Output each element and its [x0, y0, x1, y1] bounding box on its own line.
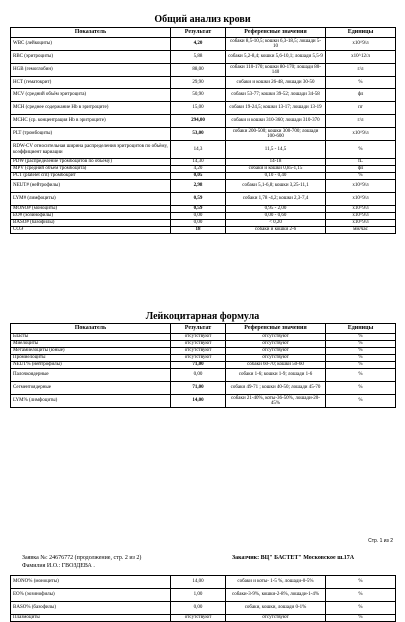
- table-row: [11, 576, 396, 589]
- patient-name: Фамилия И.О.: ГВОЗДЕВА .: [22, 563, 95, 569]
- table-row: [11, 180, 396, 193]
- units: %: [326, 173, 396, 180]
- indicator-name: PCT (platelet crit) тромбокрит: [11, 173, 171, 180]
- units: фл: [326, 89, 396, 102]
- table-row: [11, 213, 396, 220]
- header-result: Результат: [171, 324, 226, 334]
- table-row: [11, 369, 396, 382]
- units: x10^9/л: [326, 213, 396, 220]
- result-value: 0,00: [171, 213, 226, 220]
- result-value: 53,00: [171, 128, 226, 141]
- reference-range: собаки 5,1-6,8; кошки 3,25-11,1: [226, 180, 326, 193]
- table-row: [11, 355, 396, 362]
- result-value: отсутствуют: [171, 355, 226, 362]
- indicator-name: NEUT# (нейтрофилы): [11, 180, 171, 193]
- table-row: [11, 220, 396, 227]
- indicator-name: Промиелоциты: [11, 355, 171, 362]
- units: %: [326, 576, 396, 589]
- reference-range: собаки 49-71 ; кошки 40-50; лошади 45-70: [226, 382, 326, 395]
- table-row: [11, 77, 396, 89]
- units: мм/час: [326, 227, 396, 234]
- indicator-name: BASO# (базофилы): [11, 220, 171, 227]
- reference-range: собаки и кошки 2-6: [226, 227, 326, 234]
- reference-range: отсутствуют: [226, 334, 326, 341]
- table-row: [11, 395, 396, 408]
- indicator-name: MONO% (моноциты): [11, 576, 171, 589]
- result-value: 15,00: [171, 102, 226, 115]
- units: x10^9/л: [326, 206, 396, 213]
- reference-range: собаки 1,78 -4,2; кошки 2,3-7,4: [226, 193, 326, 206]
- units: %: [326, 395, 396, 408]
- indicator-name: PDW (распределение тромбоцитов по объёму): [11, 159, 171, 166]
- units: пг: [326, 102, 396, 115]
- reference-range: собаки 53-77; кошки 39-52; лошади 34-58: [226, 89, 326, 102]
- units: %: [326, 589, 396, 602]
- result-value: 14,00: [171, 576, 226, 589]
- indicator-name: WBC (лейкоциты): [11, 38, 171, 51]
- result-value: 0,05: [171, 173, 226, 180]
- reference-range: отсутствуют: [226, 348, 326, 355]
- table-row: [11, 115, 396, 128]
- table-row: [11, 362, 396, 369]
- indicator-name: Бласты: [11, 334, 171, 341]
- reference-range: 0,00 - 0,60: [226, 213, 326, 220]
- result-value: отсутствуют: [171, 341, 226, 348]
- reference-range: 0,10 - 0,40: [226, 173, 326, 180]
- indicator-name: PLT (тромбоциты): [11, 128, 171, 141]
- indicator-name: MONO# (моноциты): [11, 206, 171, 213]
- units: %: [326, 141, 396, 159]
- reference-range: собаки 19-24,5; кошки 13-17; лошади 13-19: [226, 102, 326, 115]
- result-value: 294,00: [171, 115, 226, 128]
- units: %: [326, 341, 396, 348]
- table-row: [11, 206, 396, 213]
- table-header-row: [11, 324, 396, 334]
- header-reference: Референсные значения: [226, 28, 326, 38]
- result-value: 2,98: [171, 180, 226, 193]
- indicator-name: EO# (эозинофилы): [11, 213, 171, 220]
- reference-range: собаки, кошки, лошади 0-1%: [226, 602, 326, 615]
- table-row: [11, 89, 396, 102]
- units: %: [326, 369, 396, 382]
- table-row: [11, 166, 396, 173]
- units: %: [326, 334, 396, 341]
- reference-range: собаки 110-170; кошки 80-170; лошади 80-140: [226, 64, 326, 77]
- units: fL: [326, 159, 396, 166]
- reference-range: собаки 8,5-10,5; кошки 6,3-18,5; лошади 5-10: [226, 38, 326, 51]
- header-units: Единицы: [326, 324, 396, 334]
- section-title-leukocyte-formula: Лейкоцитарная формула: [145, 311, 260, 322]
- table-row: [11, 102, 396, 115]
- reference-range: отсутствуют: [226, 615, 326, 622]
- indicator-name: MPV (средний объём тромбоцита): [11, 166, 171, 173]
- units: %: [326, 602, 396, 615]
- order-number: Заявка №: 24676772 (продолжение, стр. 2 из 2): [22, 555, 142, 561]
- units: г/л: [326, 115, 396, 128]
- result-value: 0,59: [171, 206, 226, 213]
- result-value: 50,90: [171, 89, 226, 102]
- result-value: 0,00: [171, 220, 226, 227]
- units: x10^9/л: [326, 220, 396, 227]
- reference-range: собаки 5,2-8,4; кошки 5,6-10,1; лошади 5,5-9: [226, 51, 326, 64]
- indicator-name: Сегментоядерные: [11, 382, 171, 395]
- customer-name: Заказчик: ВЦ" БАСТЕТ" Московское ш.17А: [232, 555, 355, 561]
- result-value: 71,00: [171, 382, 226, 395]
- indicator-name: MCH (среднее содержание Hb в эритроците): [11, 102, 171, 115]
- indicator-name: NEUT% (нейтрофилы): [11, 362, 171, 369]
- table-row: [11, 615, 396, 622]
- section-title-blood-test: Общий анализ крови: [154, 14, 251, 25]
- reference-range: 11,5 - 14,5: [226, 141, 326, 159]
- units: x10^9/л: [326, 180, 396, 193]
- result-value: 1,00: [171, 589, 226, 602]
- table-row: [11, 602, 396, 615]
- table-row: [11, 382, 396, 395]
- header-result: Результат: [171, 28, 226, 38]
- table-row: [11, 141, 396, 159]
- result-value: 5,88: [171, 51, 226, 64]
- reference-range: 0,95 - 2,00: [226, 206, 326, 213]
- reference-range: отсутствуют: [226, 341, 326, 348]
- units: x10^12/л: [326, 51, 396, 64]
- indicator-name: LYM% (лимфоциты): [11, 395, 171, 408]
- indicator-name: Палочкоядерные: [11, 369, 171, 382]
- result-value: 0,00: [171, 602, 226, 615]
- result-value: 18: [171, 227, 226, 234]
- indicator-name: RBC (эритроциты): [11, 51, 171, 64]
- header-reference: Референсные значения: [226, 324, 326, 334]
- indicator-name: LYM# (лимфоциты): [11, 193, 171, 206]
- units: %: [326, 348, 396, 355]
- reference-range: 14-18: [226, 159, 326, 166]
- units: %: [326, 382, 396, 395]
- units: x10^9/л: [326, 193, 396, 206]
- result-value: 14,3: [171, 141, 226, 159]
- header-indicator: Показатель: [11, 324, 171, 334]
- result-value: 14,00: [171, 395, 226, 408]
- reference-range: собаки и кошки 26-48, лошади 30-50: [226, 77, 326, 89]
- units: %: [326, 355, 396, 362]
- table-row: [11, 227, 396, 234]
- result-value: 14,30: [171, 159, 226, 166]
- units: %: [326, 362, 396, 369]
- table-row: [11, 173, 396, 180]
- header-units: Единицы: [326, 28, 396, 38]
- reference-range: собаки 200-500; кошки 300-700; лошади 100-600: [226, 128, 326, 141]
- table-row: [11, 64, 396, 77]
- reference-range: собаки и коты- 1-5 %, лошади-0-5%: [226, 576, 326, 589]
- result-value: 29,90: [171, 77, 226, 89]
- blood-test-table: [10, 27, 396, 234]
- units: %: [326, 615, 396, 622]
- result-value: отсутствуют: [171, 615, 226, 622]
- table-row: [11, 159, 396, 166]
- table-row: [11, 128, 396, 141]
- indicator-name: MCHC (ср. концентрация Hb в эритроците): [11, 115, 171, 128]
- table-row: [11, 38, 396, 51]
- reference-range: < 0,20: [226, 220, 326, 227]
- reference-range: отсутствуют: [226, 355, 326, 362]
- units: г/л: [326, 64, 396, 77]
- result-value: 88,00: [171, 64, 226, 77]
- units: x10^9/л: [326, 128, 396, 141]
- result-value: 4,20: [171, 166, 226, 173]
- result-value: 71,00: [171, 362, 226, 369]
- units: фл: [326, 166, 396, 173]
- result-value: 0,00: [171, 369, 226, 382]
- leukocyte-continued-table: [10, 575, 396, 622]
- indicator-name: Миелоциты: [11, 341, 171, 348]
- result-value: отсутствуют: [171, 334, 226, 341]
- reference-range: собаки и кошки 310-360; лошади 310-370: [226, 115, 326, 128]
- indicator-name: MCV (средний объём эритроцита): [11, 89, 171, 102]
- result-value: 4,20: [171, 38, 226, 51]
- reference-range: собаки и кошки 0,85-1,15: [226, 166, 326, 173]
- indicator-name: HGB (гемоглобин): [11, 64, 171, 77]
- reference-range: собаки 60-70; кошки 50-60: [226, 362, 326, 369]
- table-row: [11, 51, 396, 64]
- table-row: [11, 193, 396, 206]
- table-header-row: [11, 28, 396, 38]
- indicator-name: СОЭ: [11, 227, 171, 234]
- table-row: [11, 348, 396, 355]
- reference-range: собаки-3-9%, кошки-2-8%, лошади-1-4%: [226, 589, 326, 602]
- result-value: отсутствуют: [171, 348, 226, 355]
- indicator-name: BASO% (базофилы): [11, 602, 171, 615]
- indicator-name: HCT (гематокрит): [11, 77, 171, 89]
- indicator-name: Метамиелоциты (юные): [11, 348, 171, 355]
- units: x10^9/л: [326, 38, 396, 51]
- page-number: Стр. 1 из 2: [368, 538, 393, 544]
- header-indicator: Показатель: [11, 28, 171, 38]
- leukocyte-formula-table: [10, 323, 396, 408]
- reference-range: собаки 1-6; кошки 1-9; лошади 1-6: [226, 369, 326, 382]
- reference-range: собаки 21-40%, коты-36-50%, лошади-20-45%: [226, 395, 326, 408]
- units: %: [326, 77, 396, 89]
- indicator-name: RDW-CV относительная ширина распределения эритроцитов по объёму, коэффициент вариации: [11, 141, 171, 159]
- result-value: 0,59: [171, 193, 226, 206]
- table-row: [11, 334, 396, 341]
- indicator-name: EO% (эозинофилы): [11, 589, 171, 602]
- table-row: [11, 341, 396, 348]
- indicator-name: Плазмоциты: [11, 615, 171, 622]
